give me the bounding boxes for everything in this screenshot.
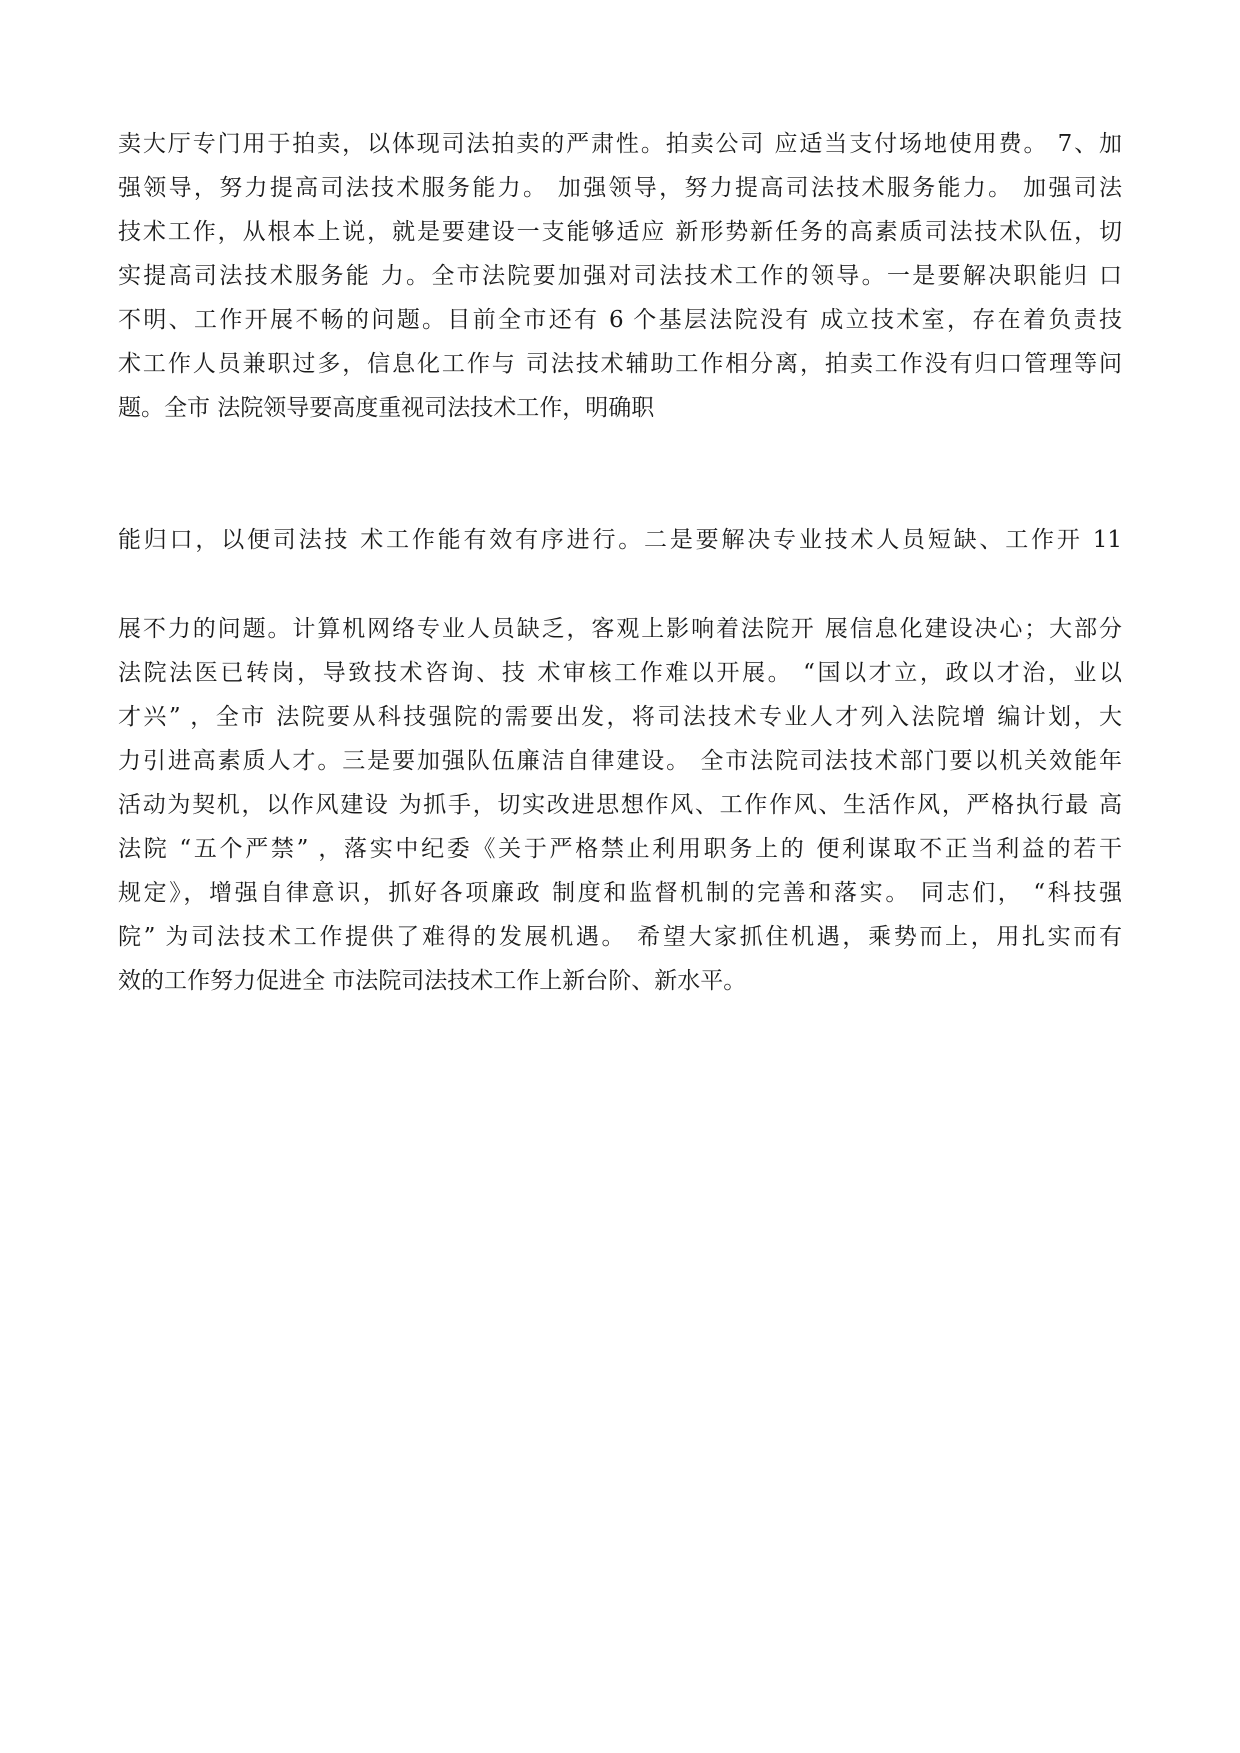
text-line: 题。全市 法院领导要高度重视司法技术工作，明确职	[118, 395, 655, 421]
text-line: 实提高司法技术服务能 力。全市法院要加强对司法技术工作的领导。一是要解决职能归 口	[118, 263, 1122, 289]
paragraph-1	[118, 122, 1122, 430]
text-line: 术工作人员兼职过多，信息化工作与 司法技术辅助工作相分离，拍卖工作没有归口管理等问	[118, 351, 1122, 377]
text-line: 不明、工作开展不畅的问题。目前全市还有 6 个基层法院没有 成立技术室，存在着负责技	[118, 307, 1122, 333]
text-line: 效的工作努力促进全 市法院司法技术工作上新台阶、新水平。	[118, 968, 747, 994]
text-line: 力引进高素质人才。三是要加强队伍廉洁自律建设。 全市法院司法技术部门要以机关效能年	[118, 748, 1122, 774]
text-line: 规定》，增强自律意识，抓好各项廉政 制度和监督机制的完善和落实。 同志们， “科技强	[118, 880, 1122, 906]
text-line: 强领导，努力提高司法技术服务能力。 加强领导，努力提高司法技术服务能力。 加强司法	[118, 175, 1122, 201]
paragraph-2	[118, 518, 1122, 562]
text-line: 卖大厅专门用于拍卖，以体现司法拍卖的严肃性。拍卖公司 应适当支付场地使用费。 7、加	[118, 131, 1122, 157]
text-line: 才兴” ，全市 法院要从科技强院的需要出发，将司法技术专业人才列入法院增 编计划，大	[118, 704, 1122, 730]
text-line: 展不力的问题。计算机网络专业人员缺乏，客观上影响着法院开 展信息化建设决心；大部分	[118, 616, 1122, 642]
text-line: 能归口，以便司法技 术工作能有效有序进行。二是要解决专业技术人员短缺、工作开 11	[118, 527, 1122, 553]
text-line: 技术工作，从根本上说，就是要建设一支能够适应 新形势新任务的高素质司法技术队伍，切	[118, 219, 1122, 245]
text-line: 法院法医已转岗，导致技术咨询、技 术审核工作难以开展。 “国以才立，政以才治，业以	[118, 660, 1122, 686]
text-line: 活动为契机，以作风建设 为抓手，切实改进思想作风、工作作风、生活作风，严格执行最 高	[118, 792, 1122, 818]
paragraph-3	[118, 607, 1122, 1003]
text-line: 法院 “五个严禁” ，落实中纪委《关于严格禁止利用职务上的 便利谋取不正当利益的若干	[118, 836, 1122, 862]
text-line: 院” 为司法技术工作提供了难得的发展机遇。 希望大家抓住机遇，乘势而上，用扎实而有	[118, 924, 1122, 950]
